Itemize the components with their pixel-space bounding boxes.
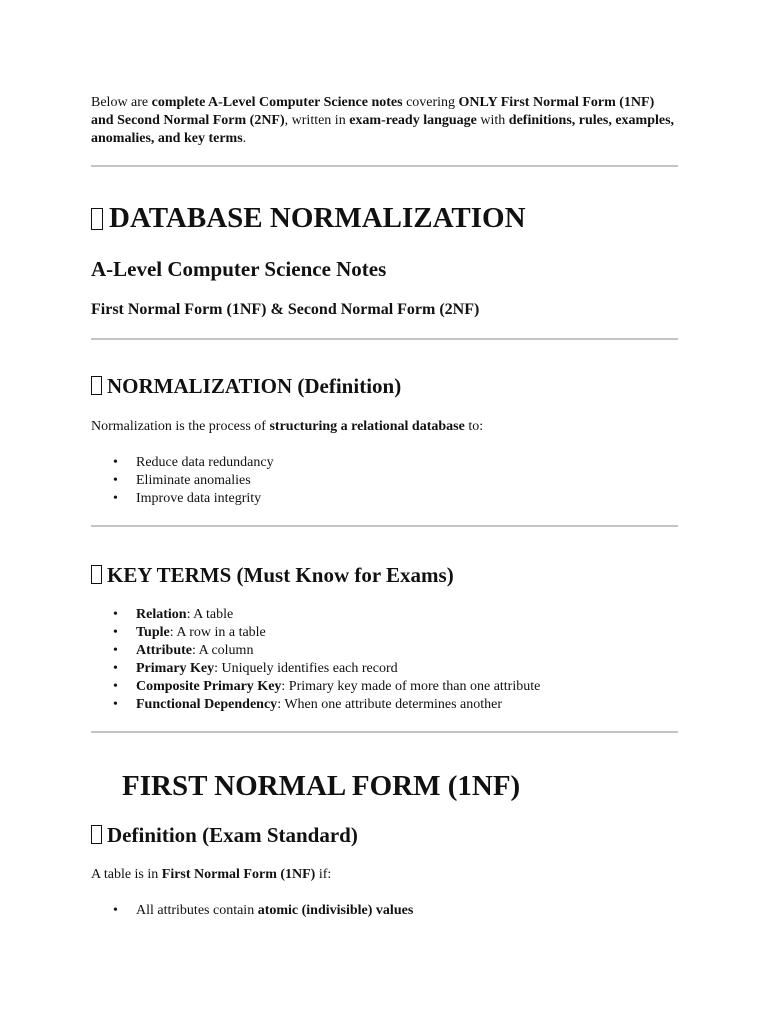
first-nf-heading: FIRST NORMAL FORM (1NF) (122, 770, 521, 802)
normalization-goals-list (91, 454, 274, 508)
list-item (91, 624, 540, 642)
normalization-intro-text: to: (464, 419, 484, 434)
document-title (91, 201, 526, 235)
term-name: Primary Key (136, 661, 215, 676)
term-name: Attribute (136, 643, 192, 658)
term-definition: : A table (186, 607, 234, 622)
list-item (91, 902, 413, 920)
key-terms-heading-text: KEY TERMS (Must Know for Exams) (107, 563, 454, 587)
emoji-placeholder-icon (91, 376, 102, 395)
first-nf-definition-heading-text: Definition (Exam Standard) (107, 823, 358, 847)
list-item (91, 660, 540, 678)
key-terms-heading (91, 562, 454, 588)
first-nf-intro-bold: First Normal Form (1NF) (161, 867, 316, 882)
term-definition: : A column (192, 643, 254, 658)
divider (91, 731, 678, 733)
divider (91, 165, 678, 167)
emoji-placeholder-icon (91, 825, 102, 844)
first-nf-definition-heading (91, 822, 358, 848)
key-terms-list (91, 606, 540, 714)
term-definition: : Uniquely identifies each record (214, 661, 398, 676)
scope-heading: First Normal Form (1NF) & Second Normal Form (2NF) (91, 301, 480, 318)
intro-bold: exam-ready language (349, 113, 477, 128)
intro-text: covering (402, 95, 459, 110)
divider (91, 338, 678, 340)
normalization-heading-text: NORMALIZATION (Definition) (107, 374, 402, 398)
list-item (91, 678, 540, 696)
intro-text: . (242, 131, 247, 146)
normalization-intro-text: Normalization is the process of (91, 419, 270, 434)
list-item (91, 696, 540, 714)
term-definition: : A row in a table (169, 625, 266, 640)
first-nf-intro-text: A table is in (91, 867, 162, 882)
term-name: Composite Primary Key (136, 679, 282, 694)
term-definition: : When one attribute determines another (277, 697, 503, 712)
intro-text: Below are (91, 95, 152, 110)
list-item: • Reduce data redundancy (91, 454, 274, 472)
intro-paragraph (91, 94, 678, 148)
term-name: Tuple (136, 625, 170, 640)
normalization-intro-bold: structuring a relational database (269, 419, 465, 434)
normalization-intro (91, 418, 483, 436)
document-title-text: DATABASE NORMALIZATION (109, 202, 526, 234)
normalization-heading (91, 373, 401, 399)
first-nf-intro (91, 866, 331, 884)
intro-bold: definitions, rules, examples, anomalies, and key terms (91, 113, 675, 146)
intro-bold: complete A-Level Computer Science notes (151, 95, 403, 110)
list-item (91, 606, 540, 624)
emoji-placeholder-icon (91, 565, 102, 584)
document-subtitle: A-Level Computer Science Notes (91, 257, 387, 281)
divider (91, 525, 678, 527)
list-item: • Improve data integrity (91, 490, 274, 508)
intro-bold: ONLY First Normal Form (1NF) and Second Normal Form (2NF) (91, 95, 655, 128)
rule-bold: atomic (indivisible) values (257, 903, 414, 918)
first-nf-rules-list (91, 902, 413, 920)
term-name: Relation (136, 607, 187, 622)
list-item: • Eliminate anomalies (91, 472, 274, 490)
intro-text: , written in (284, 113, 350, 128)
term-definition: : Primary key made of more than one attribute (281, 679, 541, 694)
first-nf-intro-text: if: (315, 867, 332, 882)
emoji-placeholder-icon (91, 208, 103, 230)
intro-text: with (476, 113, 509, 128)
rule-text: All attributes contain (136, 903, 258, 918)
list-item (91, 642, 540, 660)
term-name: Functional Dependency (136, 697, 278, 712)
